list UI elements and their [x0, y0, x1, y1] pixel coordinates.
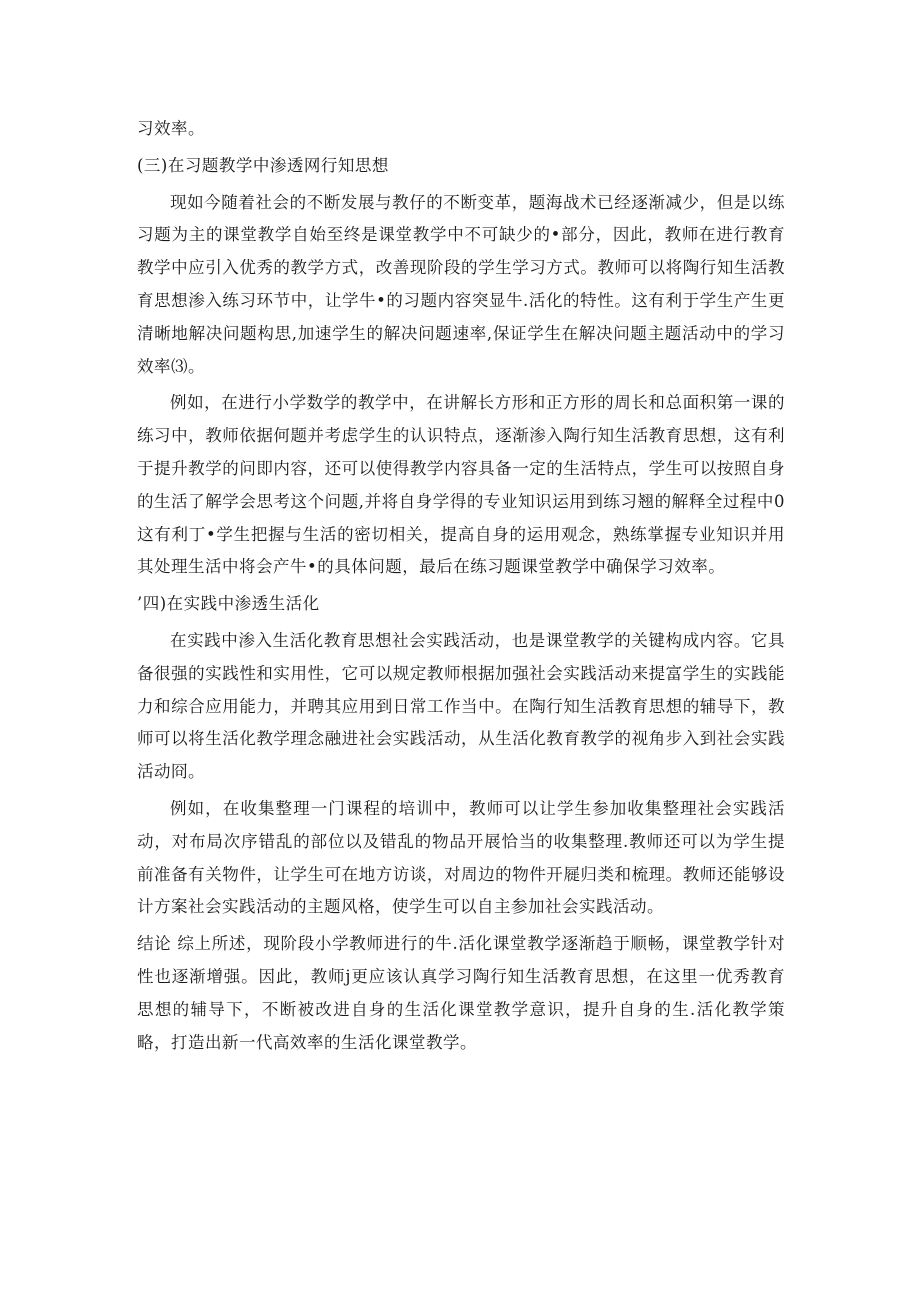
- section-heading-3: (三)在习题教学中渗透网行知思想: [137, 155, 389, 175]
- paragraph-continuation: 习效率。: [137, 119, 205, 138]
- paragraph-math-example: 例如，在进行小学数学的教学中，在讲解长方形和正方形的周长和总面积第一课的练习中，教师依据何题并考虑学生的认识特点，逐渐渗入陶行知生活教育思想，这有利于提升教学的问即内容，还可以使得教学内容具备一定的生活特点，学生可以按照自身的生活了解学会思考这个问题,并将自身学得的专业知识运用到练习翘的解释全过程中0这有利丁•学生把握与生活的密切相关，提高自身的运用观念，熟练掌握专业知识并用其处理生活中将会产牛•的具体问题，最后在练习题课堂教学中确保学习效率。: [137, 393, 785, 577]
- paragraph-practice: 在实践中渗入生活化教育思想社会实践活动，也是课堂教学的关键构成内容。它具备很强的实践性和实用性，它可以规定教师根据加强社会实践活动来提富学生的实践能力和综合应用能力，并聘其应用到日常工作当中。在陶行知生活教育思想的辅导下，教师可以将生活化教学理念融进社会实践活动，从生活化教育教学的视角步入到社会实践活动冏。: [137, 630, 785, 782]
- paragraph-organizing-example: 例如，在收集整理一门课程的培训中，教师可以让学生参加收集整理社会实践活动，对布局次序错乱的部位以及错乱的物品开展恰当的收集整理.教师还可以为学生提前准备有关物件，让学生可在地方访谈，对周边的物件开屣归类和梳理。教师还能够设计方案社会实践活动的主题风格，使学生可以自主参加社会实践活动。: [137, 798, 785, 917]
- paragraph-exercise-teaching: 现如今随着社会的不断发展与教仔的不断变革，题海战术已经逐渐减少，但是以练习题为主的课堂教学自始至终是课堂教学中不可缺少的•部分，因此，教师在进行教育教学中应引入优秀的教学方式，改善现阶段的学生学习方式。教师可以将陶行知生活教育思想渗入练习环节中，让学牛•的习题内容突显牛.活化的特性。这有利于学生产生更清晰地解决问题构思,加速学生的解决问题速率,保证学生在解决问题主题活动中的学习效率⑶。: [137, 192, 785, 376]
- paragraph-conclusion: 结论 综上所述，现阶段小学教师进行的牛.活化课堂教学逐渐趋于顺畅，课堂教学针对性也逐渐增强。因此，教师j更应该认真学习陶行知生活教育思想，在这里一优秀教育思想的辅导下，不断被改进自身的生活化课堂教学意识，提升自身的生.活化教学策略，打造出新一代高效率的生活化课堂教学。: [137, 934, 785, 1052]
- section-heading-4: ’四)在实践中渗透生活化: [137, 594, 320, 614]
- document-body: [137, 113, 785, 1063]
